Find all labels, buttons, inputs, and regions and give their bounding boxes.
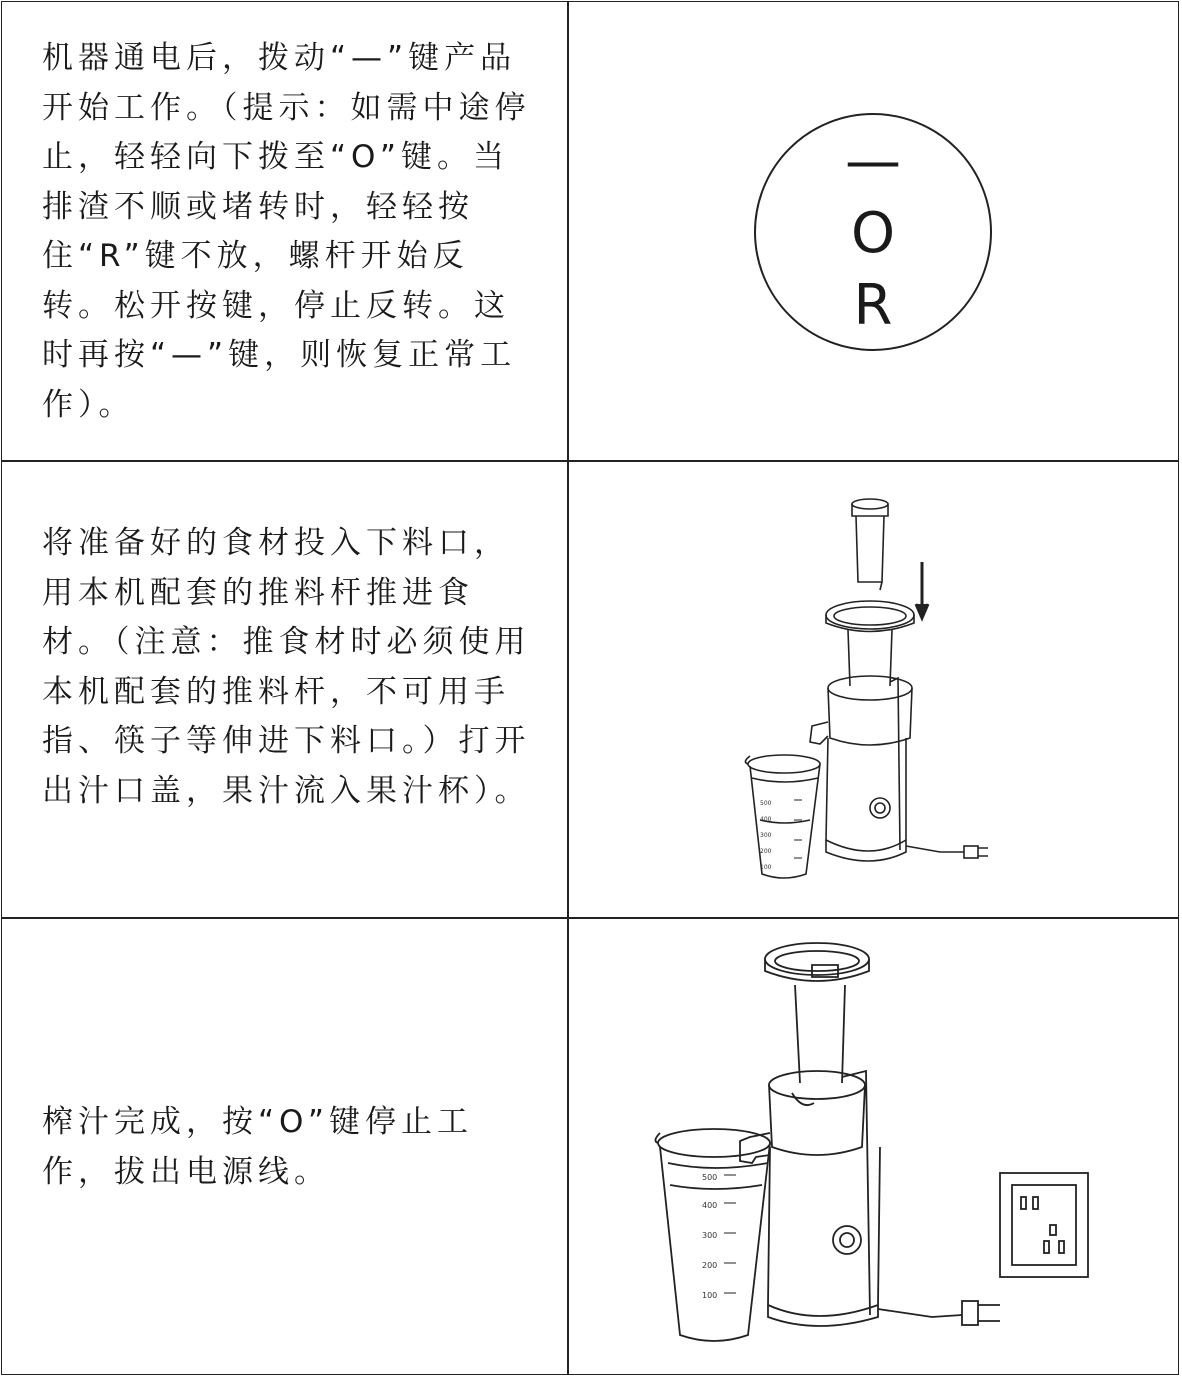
- pusher-stick-icon: [852, 499, 888, 590]
- large-scale-300: 300: [702, 1231, 718, 1240]
- small-scale-400: 400: [760, 816, 772, 823]
- switch-label-reverse: R: [853, 273, 893, 338]
- small-scale-200: 200: [760, 848, 772, 855]
- switch-label-off: O: [850, 201, 896, 266]
- small-scale-300: 300: [760, 832, 772, 839]
- switch-label-on: —: [845, 129, 901, 194]
- row-divider-1: [2, 460, 1178, 462]
- large-cup-scale: [700, 1170, 740, 1310]
- large-scale-200: 200: [702, 1261, 718, 1270]
- wall-outlet-icon: [1000, 1173, 1088, 1277]
- juicer-body-icon: [810, 676, 988, 861]
- power-switch-diagram: [750, 110, 996, 356]
- small-scale-100: 100: [760, 864, 772, 871]
- large-scale-500: 500: [702, 1173, 718, 1182]
- hopper-icon: [826, 601, 914, 686]
- step-3-text: 榨汁完成，按“O”键停止工作，拔出电源线。: [42, 1104, 473, 1190]
- small-scale-500: 500: [760, 800, 772, 807]
- large-scale-400: 400: [702, 1201, 718, 1210]
- row-divider-2: [2, 917, 1178, 919]
- column-divider: [567, 2, 569, 1374]
- large-hopper-icon: [765, 943, 869, 1083]
- small-cup-scale: [758, 795, 798, 875]
- down-arrow-icon: [916, 562, 928, 618]
- large-scale-100: 100: [702, 1291, 718, 1300]
- large-juicer-body-icon: [740, 1071, 1000, 1326]
- step-2-text: 将准备好的食材投入下料口，用本机配套的推料杆推进食材。（注意：推食材时必须使用本机配套的推料杆，不可用手指、筷子等伸进下料口。）打开出汁口盖，果汁流入果汁杯）。: [42, 525, 531, 809]
- step-1-text: 机器通电后，拨动“—”键产品开始工作。（提示：如需中途停止，轻轻向下拨至“O”键。当排渣不顺或堵转时，轻轻按住“R”键不放，螺杆开始反转。松开按键，停止反转。这时再按“—”键，则恢复正常工作）。: [42, 40, 531, 423]
